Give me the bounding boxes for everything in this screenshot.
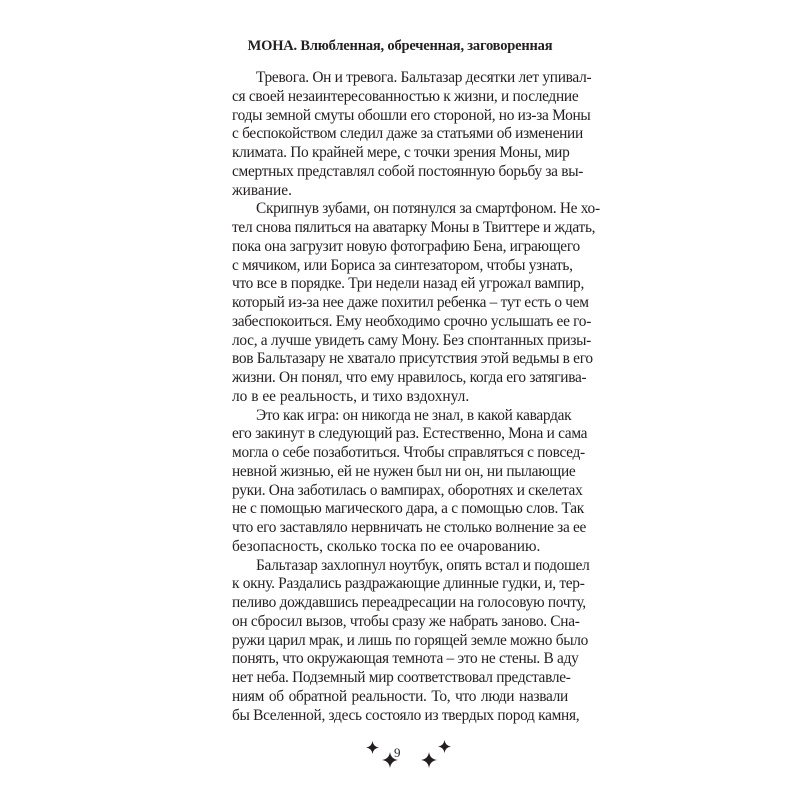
text-line: годы земной смуты обошли его стороной, но из-за Моны	[232, 106, 591, 124]
text-line: невной жизнью, ей не нужен был ни он, ни пылающие	[232, 462, 576, 480]
text-line: он сбросил вызов, чтобы сразу же набрать заново. Сна-	[232, 612, 580, 630]
text-line: забеспокоиться. Ему необходимо срочно услышать ее го-	[232, 312, 592, 330]
text-line: к окну. Раздались раздражающие длинные гудки, и, тер-	[232, 575, 585, 593]
running-header: МОНА. Влюбленная, обреченная, заговоренная	[247, 38, 553, 54]
text-line: Это как игра: он никогда не знал, в какой кавардак	[256, 406, 572, 424]
text-line: Бальтазар захлопнул ноутбук, опять встал и подошел	[256, 556, 590, 574]
text-line: безопасность, сколько тоска по ее очарованию.	[232, 537, 541, 555]
text-line: что все в порядке. Три недели назад ей угрожал вампир,	[232, 275, 585, 293]
text-line: ло в ее реальность, и тихо вздохнул.	[232, 387, 470, 405]
text-line: живание.	[232, 181, 292, 199]
text-line: жизни. Он понял, что ему нравилось, когда его затягива-	[232, 369, 587, 386]
text-line: ниям об обратной реальности. То, что люди назвали	[232, 687, 568, 705]
paragraph	[232, 69, 592, 200]
text-line: руки. Она заботилась о вампирах, оборотнях и скелетах	[232, 481, 583, 499]
text-line: бы Вселенной, здесь состояло из твердых пород камня,	[232, 706, 580, 724]
text-line: нет неба. Подземный мир соответствовал представле-	[232, 669, 571, 686]
text-line: могла о себе позаботиться. Чтобы справляться с повсед-	[232, 444, 585, 461]
text-line: ся своей незаинтересованностью к жизни, и последние	[232, 87, 579, 105]
star-icon	[366, 740, 379, 755]
text-line: вов Бальтазару не хватало присутствия этой ведьмы в его	[232, 350, 593, 368]
text-line: ружи царил мрак, и лишь по горящей земле можно было	[232, 631, 589, 649]
text-line: с мячиком, или Бориса за синтезатором, чтобы узнать,	[232, 256, 573, 274]
paragraph	[232, 406, 588, 557]
body-text	[232, 69, 600, 725]
text-line: который из-за нее даже похитил ребенка – тут есть о чем	[232, 294, 589, 311]
text-line: с беспокойством следил даже за статьями об изменении	[232, 125, 583, 143]
paragraph	[232, 200, 600, 406]
text-line: пока она загрузит новую фотографию Бена, играющего	[232, 237, 580, 255]
text-line: климата. По крайней мере, с точки зрения Моны, мир	[232, 144, 570, 161]
paragraph	[232, 556, 590, 726]
page-number: 9	[394, 745, 401, 760]
text-line: что его заставляло нервничать не столько волнение за ее	[232, 519, 587, 536]
text-line: тел снова пялиться на аватарку Моны в Твиттере и ждать,	[232, 219, 596, 236]
text-line: понять, что окружающая темнота – это не стены. В аду	[232, 650, 579, 668]
star-icon	[421, 752, 437, 768]
text-line: пеливо дождавшись переадресации на голосовую почту,	[232, 594, 586, 611]
page-footer	[0, 740, 800, 770]
star-icon	[438, 739, 451, 754]
text-line: Скрипнув зубами, он потянулся за смартфоном. Не хо-	[256, 200, 600, 218]
text-line: Тревога. Он и тревога. Бальтазар десятки лет упивал-	[256, 69, 592, 86]
text-line: лос, а лучше увидеть саму Мону. Без спонтанных призы-	[232, 331, 591, 349]
text-line: смертных представлял собой постоянную борьбу за вы-	[232, 162, 584, 180]
text-line: его закинут в следующий раз. Естественно, Мона и сама	[232, 425, 588, 443]
text-line: не с помощью магического дара, а с помощью слов. Так	[232, 500, 584, 518]
